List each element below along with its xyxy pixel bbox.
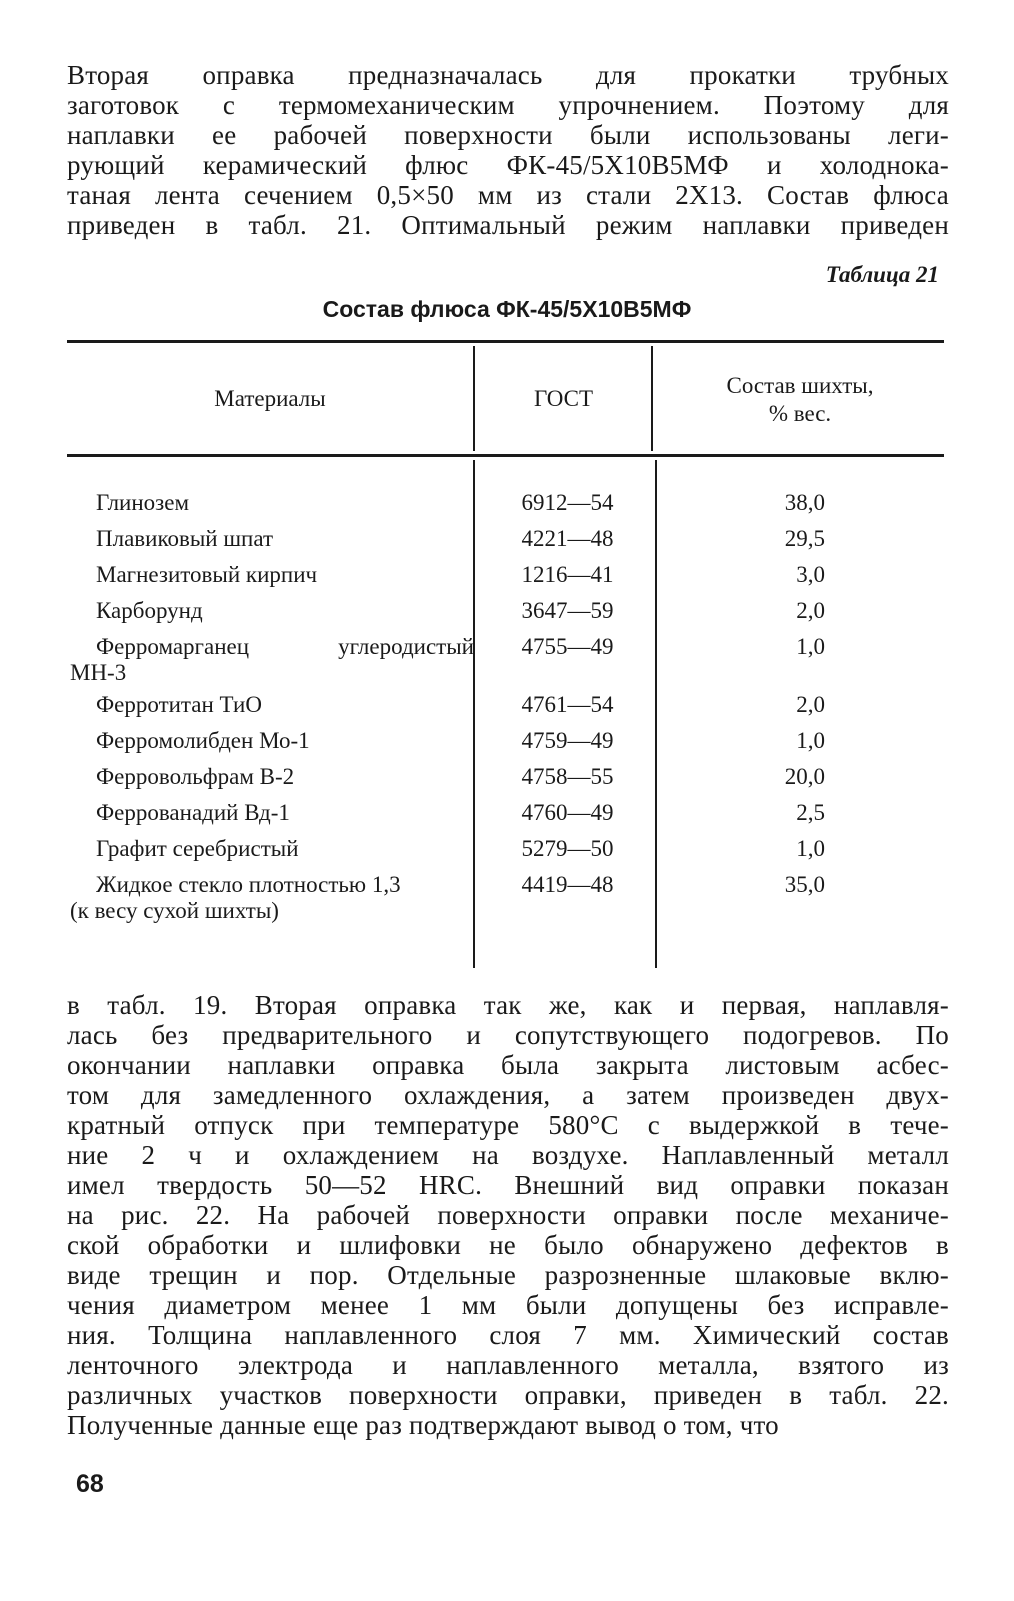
text-line: в табл. 19. Вторая оправка так же, как и первая, наплавля- — [67, 990, 949, 1020]
cell-material: Феррованадий Вд-1 — [96, 800, 290, 825]
cell-material: Плавиковый шпат — [96, 526, 274, 551]
text-line: различных участков поверхности оправки, приведен в табл. 22. — [67, 1380, 949, 1410]
text-line: окончании наплавки оправка была закрыта листовым асбес- — [67, 1050, 949, 1080]
table-body — [70, 490, 950, 952]
table-row — [70, 562, 950, 598]
cell-value: 1,0 — [796, 634, 825, 659]
cell-value: 2,0 — [796, 598, 825, 623]
header-composition-line2: % вес. — [768, 401, 832, 426]
cell-value: 29,5 — [784, 526, 825, 551]
text-line: ленточного электрода и наплавленного металла, взятого из — [67, 1350, 949, 1380]
text-line: на рис. 22. На рабочей поверхности оправки после механиче- — [67, 1200, 949, 1230]
cell-material: Карборунд — [96, 598, 203, 623]
cell-value: 3,0 — [796, 562, 825, 587]
table-row — [70, 634, 950, 692]
cell-value: 38,0 — [784, 490, 825, 515]
cell-gost: 4221—48 — [521, 526, 614, 551]
text-line: Полученные данные еще раз подтверждают вывод о том, что — [67, 1410, 779, 1440]
text-line: заготовок с термомеханическим упрочнением. Поэтому для — [67, 90, 949, 120]
cell-gost: 1216—41 — [521, 562, 614, 587]
text-line: ния. Толщина наплавленного слоя 7 мм. Химический состав — [67, 1320, 949, 1350]
cell-value: 35,0 — [784, 872, 825, 897]
cell-gost: 4755—49 — [521, 634, 614, 659]
table-number: Таблица 21 — [825, 262, 939, 287]
header-composition — [655, 372, 945, 428]
table-row — [70, 692, 950, 728]
table-row — [70, 598, 950, 634]
text-line: имел твердость 50—52 HRC. Внешний вид оправки показан — [67, 1170, 949, 1200]
cell-material: Графит серебристый — [96, 836, 299, 861]
header-composition-line1: Состав шихты, — [726, 373, 874, 398]
text-line: приведен в табл. 21. Оптимальный режим наплавки приведен — [67, 210, 949, 240]
cell-material-line1: Ферромарганец углеродистый — [96, 634, 474, 659]
table-row — [70, 526, 950, 562]
text-line: Вторая оправка предназначалась для прокатки трубных — [67, 60, 949, 90]
cell-value: 1,0 — [796, 836, 825, 861]
paragraph-2 — [67, 990, 949, 1440]
cell-value: 2,5 — [796, 800, 825, 825]
cell-material: Ферротитан ТиО — [96, 692, 262, 717]
cell-material: Магнезитовый кирпич — [96, 562, 318, 587]
cell-gost: 4760—49 — [521, 800, 614, 825]
text-line: ние 2 ч и охлаждением на воздухе. Наплавленный металл — [67, 1140, 949, 1170]
text-line: том для замедленного охлаждения, а затем произведен двух- — [67, 1080, 949, 1110]
table-header-rule — [67, 454, 944, 457]
cell-value: 20,0 — [784, 764, 825, 789]
cell-value: 1,0 — [796, 728, 825, 753]
table-title: Состав флюса ФК-45/5Х10В5МФ — [322, 296, 692, 322]
text-line: лась без предварительного и сопутствующего подогревов. По — [67, 1020, 949, 1050]
cell-value: 2,0 — [796, 692, 825, 717]
cell-material-line2: МН-3 — [70, 660, 127, 685]
header-materials: Материалы — [214, 386, 326, 411]
text-line: наплавки ее рабочей поверхности были использованы леги- — [67, 120, 949, 150]
text-line: ской обработки и шлифовки не было обнаружено дефектов в — [67, 1230, 949, 1260]
text-line: кратный отпуск при температуре 580°С с выдержкой в тече- — [67, 1110, 949, 1140]
cell-gost: 4761—54 — [521, 692, 614, 717]
cell-material: Ферровольфрам В-2 — [96, 764, 295, 789]
text-line: виде трещин и пор. Отдельные разрозненные шлаковые вклю- — [67, 1260, 949, 1290]
table-top-rule — [67, 340, 944, 343]
text-line: рующий керамический флюс ФК-45/5Х10В5МФ и холоднока- — [67, 150, 949, 180]
cell-material: Ферромолибден Мо-1 — [96, 728, 310, 753]
column-divider — [651, 346, 653, 451]
cell-material: Глинозем — [96, 490, 190, 515]
cell-gost: 6912—54 — [521, 490, 614, 515]
cell-gost: 4758—55 — [521, 764, 614, 789]
table-row — [70, 872, 950, 952]
page-number: 68 — [76, 1470, 104, 1498]
cell-gost: 4419—48 — [521, 872, 614, 897]
text-line: чения диаметром менее 1 мм были допущены без исправле- — [67, 1290, 949, 1320]
table-row — [70, 764, 950, 800]
cell-gost: 5279—50 — [521, 836, 614, 861]
text-line: таная лента сечением 0,5×50 мм из стали 2Х13. Состав флюса — [67, 180, 949, 210]
column-divider — [473, 346, 475, 451]
cell-gost: 3647—59 — [521, 598, 614, 623]
cell-material — [70, 634, 474, 686]
cell-gost: 4759—49 — [521, 728, 614, 753]
cell-material-line2: (к весу сухой шихты) — [70, 898, 279, 923]
table-row — [70, 836, 950, 872]
table-row — [70, 728, 950, 764]
table-row — [70, 800, 950, 836]
table-row — [70, 490, 950, 526]
cell-material-line1: Жидкое стекло плотностью 1,3 — [96, 872, 401, 897]
cell-material — [70, 872, 474, 924]
paragraph-1 — [67, 60, 949, 240]
header-gost: ГОСТ — [533, 386, 593, 411]
